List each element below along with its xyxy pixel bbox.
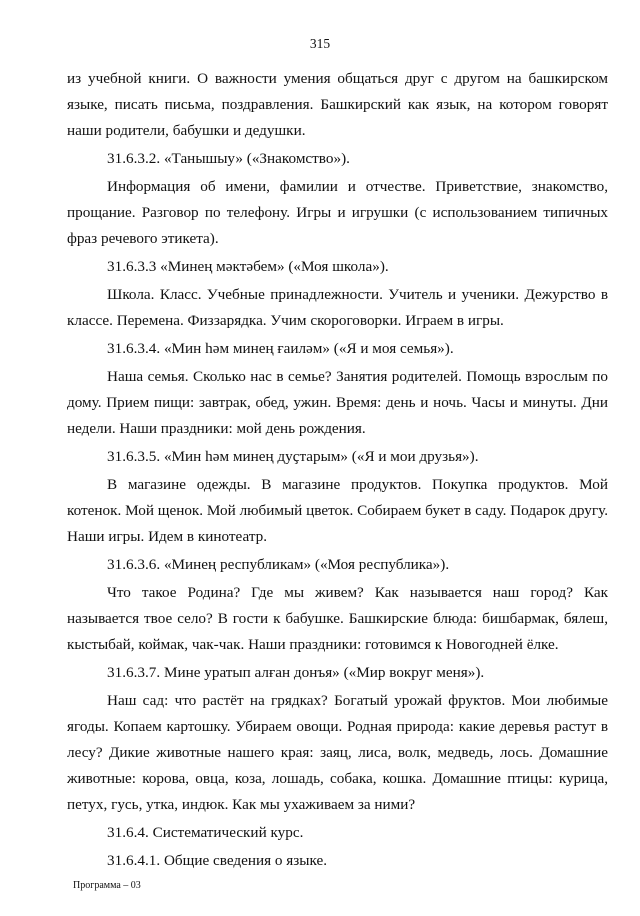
paragraph-respublika: Что такое Родина? Где мы живем? Как называется наш город? Как называется твое село? В гости к бабушке. Башкирские блюда: бишбармак, бялеш, кыстыбай, коймак, чак-чак. Наши праздники: готовимся к Новогодней ёлке. (67, 584, 608, 653)
paragraph-semya: Наша семья. Сколько нас в семье? Занятия родителей. Помощь взрослым по дому. Прием пищи: завтрак, обед, ужин. Время: день и ночь. Часы и минуты. Дни недели. Наши праздники: мой день рождения. (67, 368, 608, 437)
heading-31-6-3-5: 31.6.3.5. «Мин һәм минең дуҫтарым» («Я и мои друзья»). (107, 448, 479, 465)
heading-31-6-4-1: 31.6.4.1. Общие сведения о языке. (107, 852, 327, 869)
paragraph-1: из учебной книги. О важности умения общаться друг с другом на башкирском языке, писать письма, поздравления. Башкирский как язык, на котором говорят наши родители, бабушки и дедушки. (67, 70, 608, 139)
heading-31-6-4: 31.6.4. Систематический курс. (107, 824, 304, 841)
paragraph-shkola: Школа. Класс. Учебные принадлежности. Учитель и ученики. Дежурство в классе. Перемена. Физзарядка. Учим скороговорки. Играем в игры. (67, 286, 608, 329)
heading-31-6-3-3: 31.6.3.3 «Минең мәктәбем» («Моя школа»). (107, 258, 389, 275)
heading-31-6-3-7: 31.6.3.7. Мине уратып алған донъя» («Мир вокруг меня»). (107, 664, 485, 681)
footer-label: Программа – 03 (73, 880, 141, 891)
paragraph-druzya: В магазине одежды. В магазине продуктов. Покупка продуктов. Мой котенок. Мой щенок. Мой любимый цветок. Собираем букет в саду. Подарок другу. Наши игры. Идем в кинотеатр. (67, 476, 608, 545)
paragraph-mir: Наш сад: что растёт на грядках? Богатый урожай фруктов. Мои любимые ягоды. Копаем картошку. Убираем овощи. Родная природа: какие деревья растут в лесу? Дикие животные нашего края: заяц, лиса, волк, медведь, лось. Домашние животные: корова, овца, коза, лошадь, собака, кошка. Домашние птицы: курица, петух, гусь, утка, индюк. Как мы ухаживаем за ними? (67, 692, 608, 813)
document-body (67, 66, 608, 874)
heading-31-6-3-4: 31.6.3.4. «Мин һәм минең ғаиләм» («Я и моя семья»). (107, 340, 454, 357)
page-number: 315 (309, 36, 331, 51)
heading-31-6-3-2: 31.6.3.2. «Танышыу» («Знакомство»). (107, 150, 350, 167)
paragraph-znakomstvo: Информация об имени, фамилии и отчестве. Приветствие, знакомство, прощание. Разговор по телефону. Игры и игрушки (с использованием типичных фраз речевого этикета). (67, 178, 608, 247)
heading-31-6-3-6: 31.6.3.6. «Минең республикам» («Моя республика»). (107, 556, 450, 573)
